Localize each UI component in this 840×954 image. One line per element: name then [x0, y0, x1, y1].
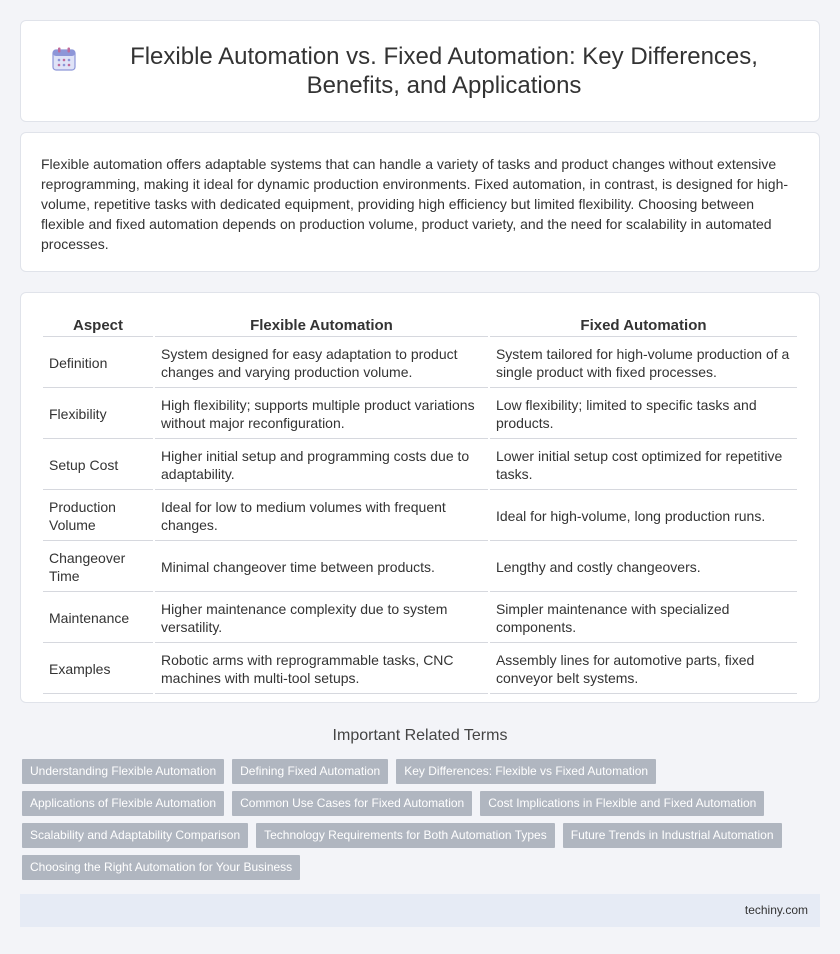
related-term-tag[interactable]: Technology Requirements for Both Automation Types — [256, 823, 555, 848]
row-aspect: Maintenance — [43, 594, 153, 643]
row-fixed: Low flexibility; limited to specific tasks and products. — [490, 390, 797, 439]
related-term-tag[interactable]: Defining Fixed Automation — [232, 759, 388, 784]
header-flexible: Flexible Automation — [155, 313, 488, 337]
row-flexible: Robotic arms with reprogrammable tasks, CNC machines with multi-tool setups. — [155, 645, 488, 694]
header-aspect: Aspect — [43, 313, 153, 337]
page-title: Flexible Automation vs. Fixed Automation: Key Differences, Benefits, and Applications — [130, 43, 758, 99]
table-row — [43, 441, 797, 490]
row-flexible: High flexibility; supports multiple product variations without major reconfiguration. — [155, 390, 488, 439]
comparison-card — [20, 292, 820, 703]
row-fixed: Ideal for high-volume, long production runs. — [490, 492, 797, 541]
row-flexible: Higher maintenance complexity due to system versatility. — [155, 594, 488, 643]
footer-site-link[interactable]: techiny.com — [744, 903, 808, 917]
related-term-tag[interactable]: Future Trends in Industrial Automation — [563, 823, 782, 848]
row-aspect: Setup Cost — [43, 441, 153, 490]
row-aspect: Changeover Time — [43, 543, 153, 592]
table-row — [43, 339, 797, 388]
related-term-tag[interactable]: Common Use Cases for Fixed Automation — [232, 791, 472, 816]
row-aspect: Examples — [43, 645, 153, 694]
row-fixed: System tailored for high-volume production of a single product with fixed processes. — [490, 339, 797, 388]
row-flexible: System designed for easy adaptation to product changes and varying production volume. — [155, 339, 488, 388]
title-card — [20, 20, 820, 122]
table-row — [43, 543, 797, 592]
table-row — [43, 492, 797, 541]
footer — [20, 894, 820, 927]
row-fixed: Lengthy and costly changeovers. — [490, 543, 797, 592]
related-terms-title: Important Related Terms — [332, 727, 508, 744]
table-header-row — [43, 313, 797, 337]
related-term-tag[interactable]: Choosing the Right Automation for Your Business — [22, 855, 300, 880]
related-term-tag[interactable]: Applications of Flexible Automation — [22, 791, 224, 816]
related-term-tag[interactable]: Key Differences: Flexible vs Fixed Automation — [396, 759, 656, 784]
row-aspect: Definition — [43, 339, 153, 388]
row-aspect: Flexibility — [43, 390, 153, 439]
intro-paragraph: Flexible automation offers adaptable systems that can handle a variety of tasks and product changes without extensive reprogramming, making it ideal for dynamic production environments. Fixed automation, in contrast, is designed for high-volume, repetitive tasks with dedicated equipment, providing high efficiency but limited flexibility. Choosing between flexible and fixed automation depends on production volume, product variety, and the need for scalability in automated processes. — [41, 156, 789, 252]
row-fixed: Assembly lines for automotive parts, fixed conveyor belt systems. — [490, 645, 797, 694]
row-fixed: Lower initial setup cost optimized for repetitive tasks. — [490, 441, 797, 490]
row-flexible: Minimal changeover time between products. — [155, 543, 488, 592]
related-term-tag[interactable]: Scalability and Adaptability Comparison — [22, 823, 248, 848]
row-aspect: Production Volume — [43, 492, 153, 541]
row-fixed: Simpler maintenance with specialized components. — [490, 594, 797, 643]
row-flexible: Ideal for low to medium volumes with frequent changes. — [155, 492, 488, 541]
intro-card — [20, 132, 820, 272]
table-row — [43, 594, 797, 643]
related-term-tag[interactable]: Understanding Flexible Automation — [22, 759, 224, 784]
related-terms-list — [22, 759, 820, 887]
title-wrap — [51, 42, 789, 100]
comparison-table — [41, 311, 799, 696]
table-row — [43, 645, 797, 694]
calendar-icon — [51, 46, 77, 72]
header-fixed: Fixed Automation — [490, 313, 797, 337]
table-row — [43, 390, 797, 439]
related-term-tag[interactable]: Cost Implications in Flexible and Fixed Automation — [480, 791, 764, 816]
row-flexible: Higher initial setup and programming costs due to adaptability. — [155, 441, 488, 490]
